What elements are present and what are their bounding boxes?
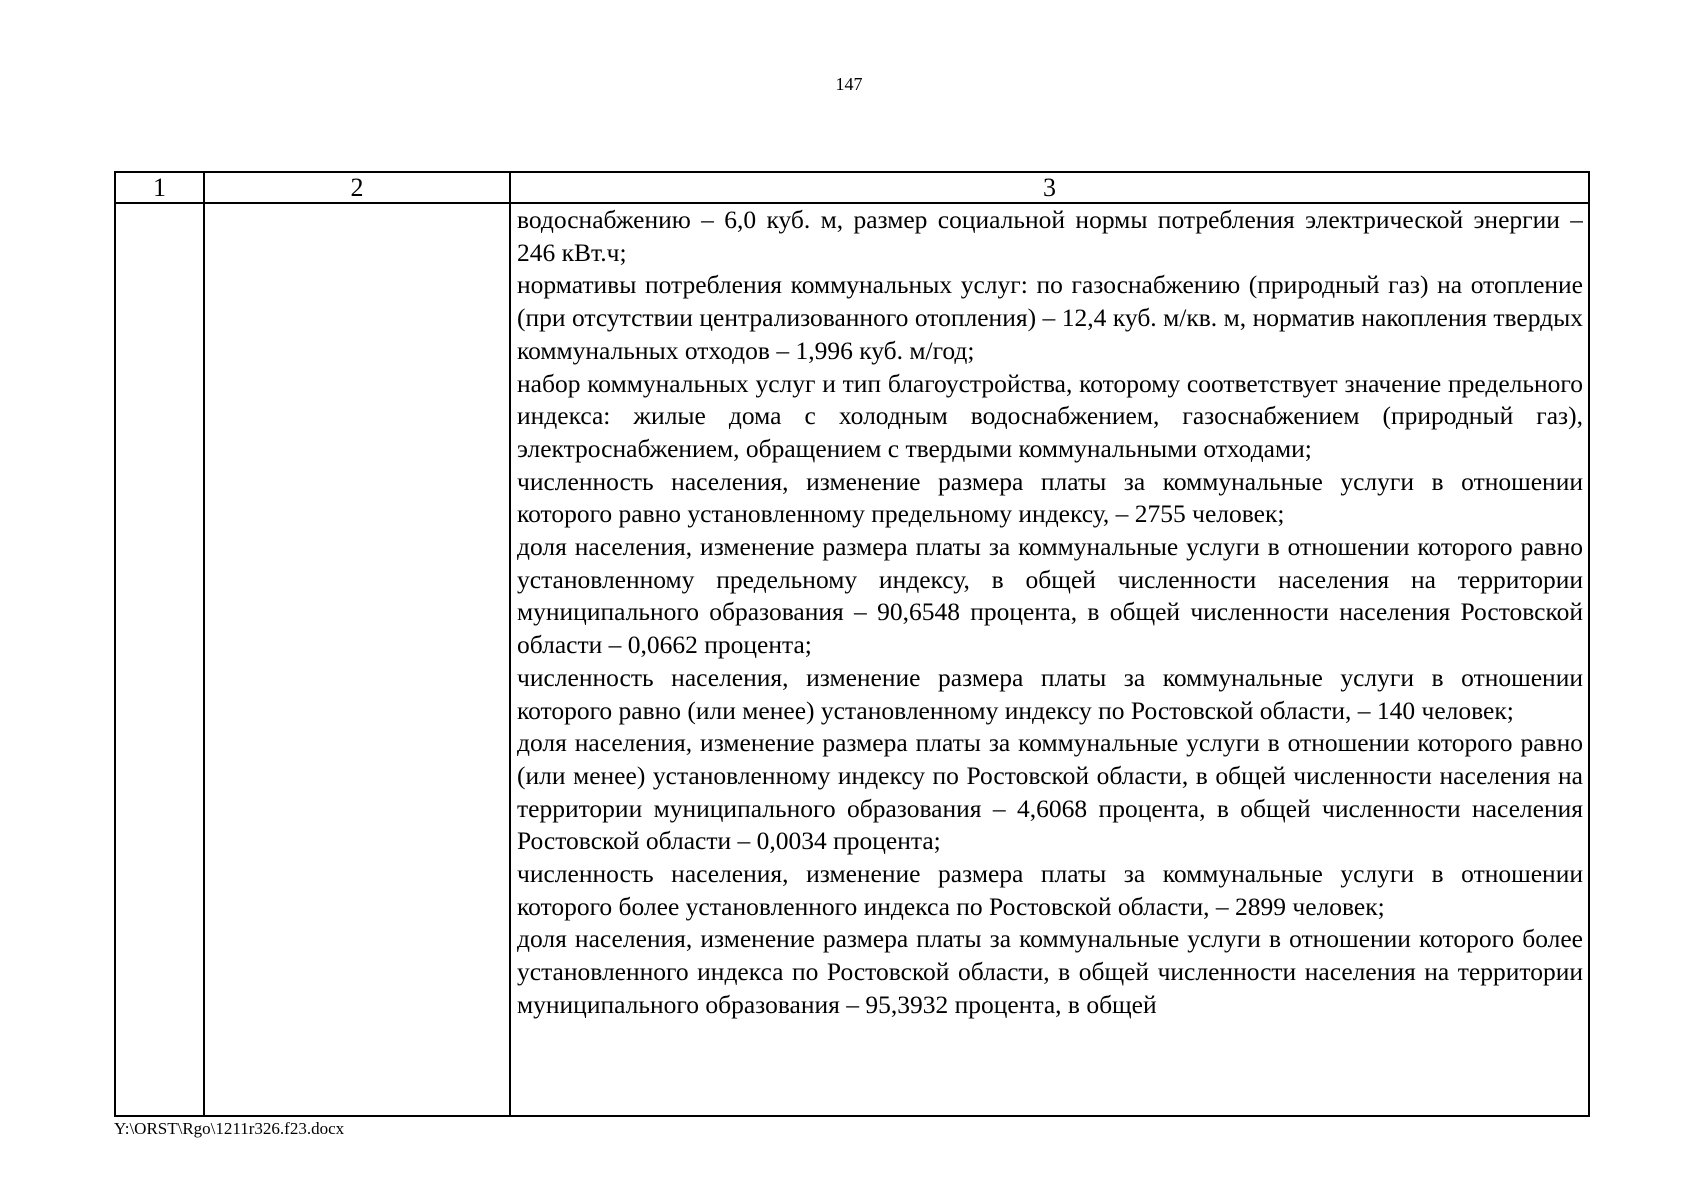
cell-column-2: [204, 203, 510, 1116]
paragraph: численность населения, изменение размера платы за коммунальные услуги в отношении которого равно (или менее) установленному индексу по Ростовской области, – 140 человек;: [517, 662, 1583, 725]
paragraph: доля населения, изменение размера платы за коммунальные услуги в отношении которого равно (или менее) установленному индексу по Ростовской области, в общей численности населения на территории муниципального образования – 4,6068 процента, в общей численности населения Ростовской области – 0,0034 процента;: [517, 728, 1583, 856]
paragraph: численность населения, изменение размера платы за коммунальные услуги в отношении которого равно установленному предельному индексу, – 2755 человек;: [517, 466, 1583, 529]
column-header-2: 2: [204, 172, 510, 203]
document-table: [114, 171, 1590, 1117]
page-number: 147: [835, 74, 863, 94]
paragraph: численность населения, изменение размера платы за коммунальные услуги в отношении которого более установленного индекса по Ростовской области, – 2899 человек;: [517, 859, 1583, 921]
cell-column-1: [115, 203, 204, 1116]
column-header-1: 1: [115, 172, 204, 203]
paragraph: водоснабжению – 6,0 куб. м, размер социальной нормы потребления электрической энергии – 246 кВт.ч;: [517, 205, 1583, 267]
cell-column-3: [510, 203, 1589, 1116]
paragraph: доля населения, изменение размера платы за коммунальные услуги в отношении которого равно установленному предельному индексу, в общей численности населения на территории муниципального образования – 90,6548 процента, в общей численности населения Ростовской области – 0,0662 процента;: [517, 532, 1583, 660]
column-header-3: 3: [510, 172, 1589, 203]
footer-file-path: Y:\ORST\Rgo\1211r326.f23.docx: [114, 1119, 345, 1138]
paragraph: доля населения, изменение размера платы за коммунальные услуги в отношении которого более установленного индекса по Ростовской области, в общей численности населения на территории муниципального образования – 95,3932 процента, в общей: [517, 924, 1583, 1019]
paragraph: нормативы потребления коммунальных услуг: по газоснабжению (природный газ) на отопление (при отсутствии централизованного отопления) – 12,4 куб. м/кв. м, норматив накопления твердых коммунальных отходов – 1,996 куб. м/год;: [517, 270, 1583, 365]
table-row: [115, 203, 1589, 1116]
table-header-row: [115, 172, 1589, 203]
paragraph: набор коммунальных услуг и тип благоустройства, которому соответствует значение предельного индекса: жилые дома с холодным водоснабжением, газоснабжением (природный газ), электроснабжением, обращением с твердыми коммунальными отходами;: [517, 368, 1583, 463]
